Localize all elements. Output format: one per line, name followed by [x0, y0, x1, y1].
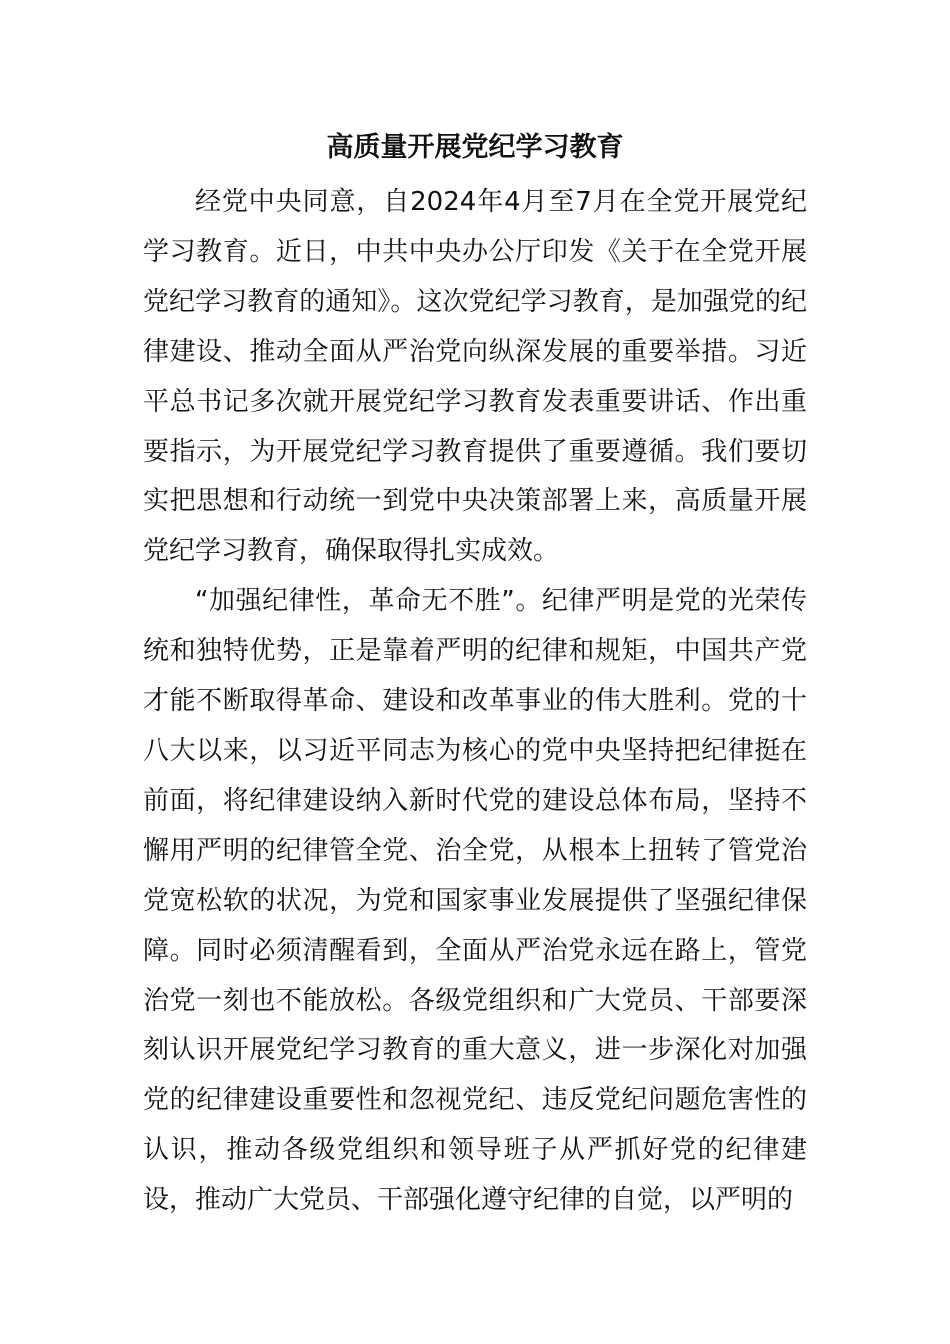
paragraph-2: “加强纪律性，革命无不胜”。纪律严明是党的光荣传统和独特优势，正是靠着严明的纪律和规矩，中国共产党才能不断取得革命、建设和改革事业的伟大胜利。党的十八大以来，以习近平同志为核心的党中央坚持把纪律挺在前面，将纪律建设纳入新时代党的建设总体布局，坚持不懈用严明的纪律管全党、治全党，从根本上扭转了管党治党宽松软的状况，为党和国家事业发展提供了坚强纪律保障。同时必须清醒看到，全面从严治党永远在路上，管党治党一刻也不能放松。各级党组织和广大党员、干部要深刻认识开展党纪学习教育的重大意义，进一步深化对加强党的纪律建设重要性和忽视党纪、违反党纪问题危害性的认识，推动各级党组织和领导班子从严抓好党的纪律建设，推动广大党员、干部强化遵守纪律的自觉，以严明的: [143, 586, 807, 1216]
document-body: [143, 178, 807, 1226]
paragraph-1: 经党中央同意，自2024年4月至7月在全党开展党纪学习教育。近日，中共中央办公厅印发《关于在全党开展党纪学习教育的通知》。这次党纪学习教育，是加强党的纪律建设、推动全面从严治党向纵深发展的重要举措。习近平总书记多次就开展党纪学习教育发表重要讲话、作出重要指示，为开展党纪学习教育提供了重要遵循。我们要切实把思想和行动统一到党中央决策部署上来，高质量开展党纪学习教育，确保取得扎实成效。: [143, 187, 807, 567]
document-title: 高质量开展党纪学习教育: [326, 132, 624, 163]
